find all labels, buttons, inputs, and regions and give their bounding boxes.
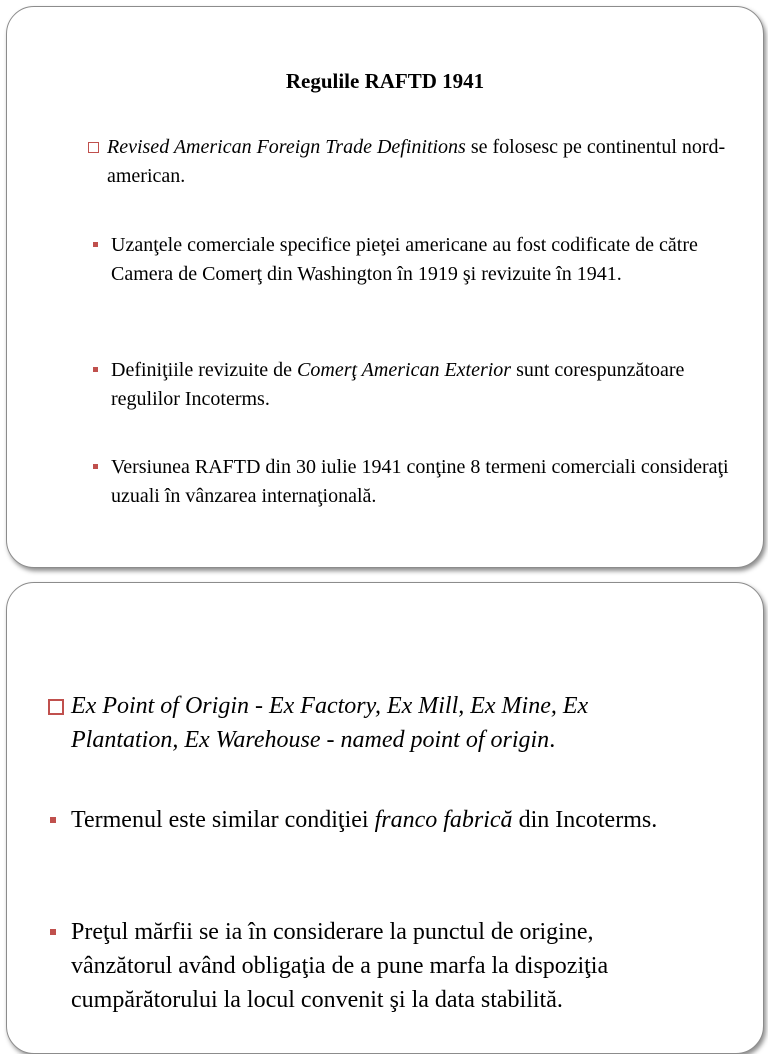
plain-text: sunt corespunzătoare regulilor Incoterms. bbox=[111, 359, 685, 410]
bullet-text bbox=[71, 689, 687, 757]
bullet-item-2 bbox=[47, 803, 687, 837]
square-bullet-icon bbox=[50, 929, 56, 935]
bullet-text: Versiunea RAFTD din 30 iulie 1941 conţine 8 termeni comerciali consideraţi uzuali în vânzarea internaţională. bbox=[111, 456, 729, 507]
bullet-text bbox=[111, 356, 731, 414]
bullet-item-2 bbox=[91, 231, 731, 289]
italic-text: franco fabrică bbox=[374, 807, 513, 833]
bullet-item-1 bbox=[87, 133, 727, 191]
italic-text: Comerţ American Exterior bbox=[297, 359, 512, 381]
bullet-item-4 bbox=[91, 453, 731, 511]
slide-2 bbox=[6, 582, 764, 1054]
square-bullet-icon bbox=[93, 242, 98, 247]
bullet-item-3 bbox=[91, 356, 731, 414]
plain-text: Termenul este similar condiţiei bbox=[71, 807, 375, 833]
slide-title: Regulile RAFTD 1941 bbox=[285, 69, 485, 93]
plain-text: se folosesc pe continentul nord-american. bbox=[107, 136, 726, 187]
bullet-text: Uzanţele comerciale specifice pieţei americane au fost codificate de către Camera de Comerţ din Washington în 1919 şi revizuite în 1941. bbox=[111, 234, 698, 285]
bullet-item-3 bbox=[47, 915, 697, 1017]
square-bullet-icon bbox=[93, 367, 98, 372]
bullet-text: Preţul mărfii se ia în considerare la punctul de origine, vânzătorul având obligaţia de a pune marfa la dispoziţia cumpărătorului la locul convenit şi la data stabilită. bbox=[71, 919, 609, 1013]
bullet-item-1 bbox=[47, 689, 687, 757]
italic-text: Ex Point of Origin - Ex Factory, Ex Mill, Ex Mine, Ex Plantation, Ex Warehouse - named point of origin bbox=[71, 693, 589, 753]
italic-text: Revised American Foreign Trade Definitions bbox=[107, 136, 466, 158]
bullet-text bbox=[107, 133, 727, 191]
square-bullet-icon bbox=[93, 464, 98, 469]
plain-text: . bbox=[549, 727, 556, 753]
bullet-text bbox=[71, 803, 687, 837]
hollow-square-bullet-icon bbox=[48, 699, 64, 715]
hollow-square-bullet-icon bbox=[88, 142, 99, 153]
square-bullet-icon bbox=[50, 817, 56, 823]
plain-text: Definiţiile revizuite de bbox=[111, 359, 298, 381]
plain-text: din Incoterms. bbox=[512, 807, 658, 833]
slide-1 bbox=[6, 6, 764, 568]
